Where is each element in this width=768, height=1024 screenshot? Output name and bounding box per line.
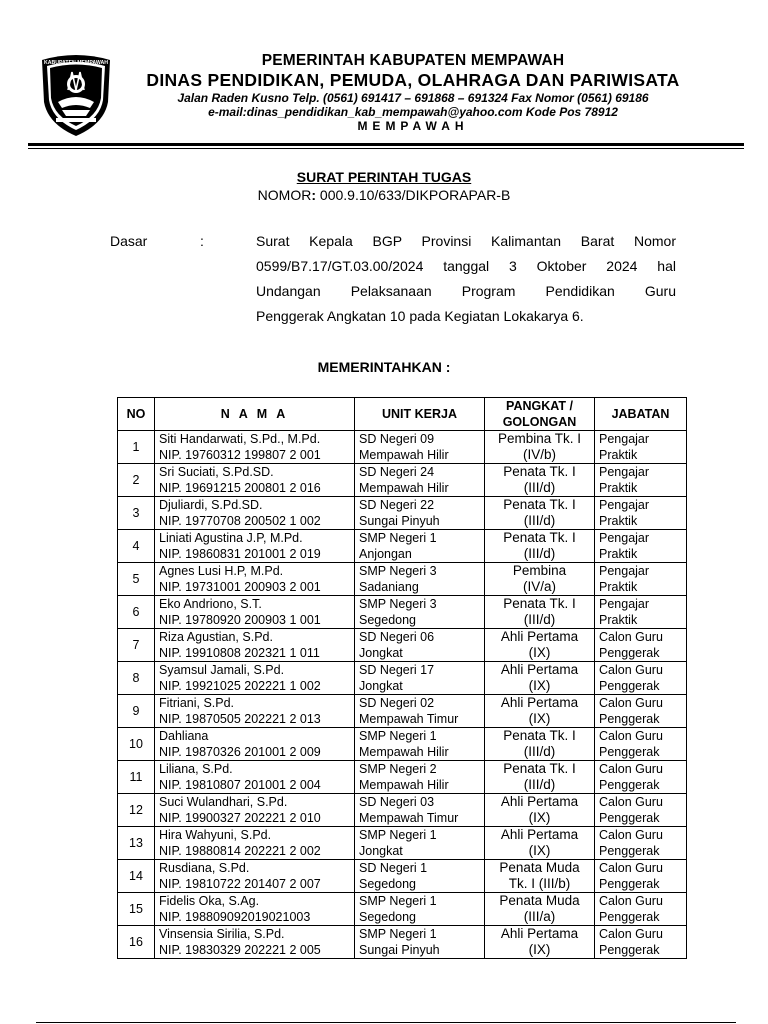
cell-unit-kerja (355, 926, 485, 959)
pangkat-line: Penata Tk. I (503, 497, 576, 512)
cell-no: 12 (118, 794, 155, 827)
unit-kerja-line: SMP Negeri 3 (359, 564, 437, 578)
cell-nama (155, 596, 355, 629)
golongan-line: Tk. I (III/b) (508, 876, 571, 891)
cell-nama (155, 662, 355, 695)
unit-kerja-line: SMP Negeri 1 (359, 828, 437, 842)
employee-name: Djuliardi, S.Pd.SD. (159, 498, 263, 512)
jabatan-line: Praktik (599, 448, 638, 462)
cell-pangkat-golongan (485, 695, 595, 728)
unit-kerja-line: Segedong (359, 613, 417, 627)
cell-no: 2 (118, 464, 155, 497)
table-row (118, 629, 687, 662)
jabatan-line: Pengajar (599, 432, 650, 446)
unit-kerja-line: SD Negeri 17 (359, 663, 435, 677)
jabatan-line: Penggerak (599, 943, 660, 957)
cell-jabatan (595, 695, 687, 728)
header-nama: N A M A (155, 398, 355, 431)
letterhead-address: Jalan Raden Kusno Telp. (0561) 691417 – 691868 – 691324 Fax Nomor (0561) 69186 (177, 91, 649, 105)
cell-no: 3 (118, 497, 155, 530)
cell-no: 13 (118, 827, 155, 860)
jabatan-line: Calon Guru (599, 894, 663, 908)
letterhead-email: e-mail:dinas_pendidikan_kab_mempawah@yahoo.com Kode Pos 78912 (208, 105, 618, 119)
unit-kerja-line: Mempawah Hilir (359, 448, 449, 462)
nomor-colon: : (311, 187, 317, 203)
cell-jabatan (595, 893, 687, 926)
golongan-line: (IV/a) (522, 579, 556, 594)
cell-no: 7 (118, 629, 155, 662)
employee-name: Agnes Lusi H.P, M.Pd. (159, 564, 284, 578)
jabatan-line: Penggerak (599, 712, 660, 726)
unit-kerja-line: SMP Negeri 1 (359, 927, 437, 941)
header-unit-kerja: UNIT KERJA (355, 398, 485, 431)
jabatan-line: Penggerak (599, 778, 660, 792)
jabatan-line: Penggerak (599, 910, 660, 924)
golongan-line: (III/a) (523, 909, 556, 924)
jabatan-line: Pengajar (599, 597, 650, 611)
pangkat-line: Penata Tk. I (503, 530, 576, 545)
pangkat-line: Penata Tk. I (503, 728, 576, 743)
employee-name: Hira Wahyuni, S.Pd. (159, 828, 272, 842)
employee-name: Suci Wulandhari, S.Pd. (159, 795, 288, 809)
cell-nama (155, 860, 355, 893)
cell-nama (155, 629, 355, 662)
table-row (118, 926, 687, 959)
jabatan-line: Pengajar (599, 531, 650, 545)
jabatan-line: Calon Guru (599, 762, 663, 776)
cell-nama (155, 464, 355, 497)
golongan-line: (IX) (528, 678, 551, 693)
jabatan-line: Praktik (599, 547, 638, 561)
cell-nama (155, 695, 355, 728)
golongan-line: (III/d) (523, 777, 556, 792)
pangkat-line: Penata Muda (499, 893, 580, 908)
unit-kerja-line: SD Negeri 1 (359, 861, 428, 875)
table-row (118, 695, 687, 728)
header-no: NO (118, 398, 155, 431)
letterhead-government: PEMERINTAH KABUPATEN MEMPAWAH (261, 52, 565, 69)
cell-no: 4 (118, 530, 155, 563)
document-title: SURAT PERINTAH TUGAS (296, 169, 472, 185)
golongan-line: (IX) (528, 843, 551, 858)
unit-kerja-line: Sungai Pinyuh (359, 514, 440, 528)
footer-rule (36, 1022, 736, 1023)
cell-jabatan (595, 464, 687, 497)
cell-pangkat-golongan (485, 827, 595, 860)
table-row (118, 464, 687, 497)
cell-unit-kerja (355, 761, 485, 794)
unit-kerja-line: SD Negeri 24 (359, 465, 435, 479)
golongan-line: (IX) (528, 810, 551, 825)
nomor-label: NOMOR (257, 187, 312, 203)
letterhead-divider-thick (28, 143, 744, 146)
table-row (118, 728, 687, 761)
golongan-line: (III/d) (523, 612, 556, 627)
jabatan-line: Penggerak (599, 646, 660, 660)
cell-jabatan (595, 794, 687, 827)
golongan-line: (IX) (528, 711, 551, 726)
pangkat-line: Penata Tk. I (503, 761, 576, 776)
jabatan-line: Penggerak (599, 877, 660, 891)
employee-nip: NIP. 19900327 202221 2 010 (159, 811, 321, 825)
cell-nama (155, 761, 355, 794)
cell-pangkat-golongan (485, 431, 595, 464)
pangkat-line: Ahli Pertama (500, 662, 579, 677)
table-row (118, 662, 687, 695)
jabatan-line: Praktik (599, 580, 638, 594)
letterhead-city: MEMPAWAH (357, 119, 469, 133)
memerintahkan-heading: MEMERINTAHKAN : (317, 359, 451, 375)
pangkat-line: Ahli Pertama (500, 695, 579, 710)
unit-kerja-line: SMP Negeri 3 (359, 597, 437, 611)
dasar-line: Penggerak Angkatan 10 pada Kegiatan Lokakarya 6. (256, 308, 584, 324)
table-row (118, 827, 687, 860)
unit-kerja-line: Jongkat (359, 646, 403, 660)
header-jabatan: JABATAN (595, 398, 687, 431)
cell-pangkat-golongan (485, 728, 595, 761)
cell-nama (155, 893, 355, 926)
cell-jabatan (595, 662, 687, 695)
jabatan-line: Praktik (599, 481, 638, 495)
cell-no: 5 (118, 563, 155, 596)
employee-name: Sri Suciati, S.Pd.SD. (159, 465, 274, 479)
header-pangkat: PANGKAT / (506, 399, 573, 413)
unit-kerja-line: SD Negeri 22 (359, 498, 435, 512)
unit-kerja-line: Sungai Pinyuh (359, 943, 440, 957)
pangkat-line: Ahli Pertama (500, 794, 579, 809)
cell-unit-kerja (355, 431, 485, 464)
cell-pangkat-golongan (485, 860, 595, 893)
cell-unit-kerja (355, 728, 485, 761)
pangkat-line: Penata Tk. I (503, 596, 576, 611)
golongan-line: (IX) (528, 645, 551, 660)
table-row (118, 497, 687, 530)
svg-text:KABUPATEN MEMPAWAH: KABUPATEN MEMPAWAH (44, 60, 108, 66)
employee-nip: NIP. 19731001 200903 2 001 (159, 580, 321, 594)
jabatan-line: Penggerak (599, 811, 660, 825)
employee-name: Riza Agustian, S.Pd. (159, 630, 273, 644)
cell-no: 9 (118, 695, 155, 728)
jabatan-line: Penggerak (599, 679, 660, 693)
unit-kerja-line: Sadaniang (359, 580, 419, 594)
unit-kerja-line: SMP Negeri 1 (359, 894, 437, 908)
cell-pangkat-golongan (485, 530, 595, 563)
unit-kerja-line: SMP Negeri 1 (359, 729, 437, 743)
employee-nip: NIP. 198809092019021003 (159, 910, 311, 924)
employee-nip: NIP. 19810807 201001 2 004 (159, 778, 321, 792)
pangkat-line: Penata Muda (499, 860, 580, 875)
employee-nip: NIP. 19780920 200903 1 001 (159, 613, 321, 627)
dasar-label: Dasar (110, 233, 148, 249)
cell-pangkat-golongan (485, 926, 595, 959)
cell-jabatan (595, 761, 687, 794)
pangkat-line: Pembina Tk. I (497, 431, 582, 446)
table-row (118, 794, 687, 827)
cell-nama (155, 926, 355, 959)
dasar-line: Surat Kepala BGP Provinsi Kalimantan Barat Nomor (256, 233, 676, 249)
cell-nama (155, 497, 355, 530)
jabatan-line: Pengajar (599, 465, 650, 479)
cell-pangkat-golongan (485, 893, 595, 926)
cell-unit-kerja (355, 662, 485, 695)
golongan-line: (III/d) (523, 513, 556, 528)
table-header-row (118, 398, 687, 431)
cell-nama (155, 431, 355, 464)
jabatan-line: Calon Guru (599, 729, 663, 743)
header-pangkat-golongan (485, 398, 595, 431)
employee-name: Vinsensia Sirilia, S.Pd. (159, 927, 285, 941)
table-row (118, 530, 687, 563)
cell-jabatan (595, 530, 687, 563)
unit-kerja-line: SD Negeri 02 (359, 696, 435, 710)
cell-pangkat-golongan (485, 794, 595, 827)
employee-name: Fidelis Oka, S.Ag. (159, 894, 260, 908)
jabatan-line: Penggerak (599, 745, 660, 759)
jabatan-line: Calon Guru (599, 828, 663, 842)
jabatan-line: Calon Guru (599, 696, 663, 710)
cell-nama (155, 794, 355, 827)
golongan-line: (III/d) (523, 480, 556, 495)
unit-kerja-line: SD Negeri 09 (359, 432, 435, 446)
golongan-line: (III/d) (523, 546, 556, 561)
jabatan-line: Pengajar (599, 564, 650, 578)
cell-unit-kerja (355, 497, 485, 530)
cell-unit-kerja (355, 563, 485, 596)
cell-jabatan (595, 629, 687, 662)
unit-kerja-line: Mempawah Hilir (359, 481, 449, 495)
table-row (118, 893, 687, 926)
document-number (0, 187, 768, 204)
cell-nama (155, 530, 355, 563)
cell-unit-kerja (355, 530, 485, 563)
table-row (118, 761, 687, 794)
dasar-line: Undangan Pelaksanaan Program Pendidikan Guru (256, 283, 676, 299)
cell-pangkat-golongan (485, 629, 595, 662)
cell-unit-kerja (355, 629, 485, 662)
employee-name: Liniati Agustina J.P, M.Pd. (159, 531, 303, 545)
cell-unit-kerja (355, 827, 485, 860)
table-body (118, 431, 687, 959)
cell-unit-kerja (355, 464, 485, 497)
unit-kerja-line: SMP Negeri 2 (359, 762, 437, 776)
cell-jabatan (595, 497, 687, 530)
cell-no: 1 (118, 431, 155, 464)
cell-no: 14 (118, 860, 155, 893)
table-row (118, 563, 687, 596)
unit-kerja-line: Mempawah Hilir (359, 778, 449, 792)
cell-jabatan (595, 728, 687, 761)
employee-nip: NIP. 19870505 202221 2 013 (159, 712, 321, 726)
table-row (118, 860, 687, 893)
jabatan-line: Calon Guru (599, 630, 663, 644)
unit-kerja-line: Jongkat (359, 844, 403, 858)
table-row (118, 431, 687, 464)
jabatan-line: Penggerak (599, 844, 660, 858)
cell-unit-kerja (355, 695, 485, 728)
letterhead-agency: DINAS PENDIDIKAN, PEMUDA, OLAHRAGA DAN PARIWISATA (146, 70, 680, 90)
letterhead-divider-thin (28, 148, 744, 149)
cell-pangkat-golongan (485, 761, 595, 794)
cell-pangkat-golongan (485, 563, 595, 596)
unit-kerja-line: Jongkat (359, 679, 403, 693)
dasar-colon: : (200, 233, 204, 249)
cell-no: 15 (118, 893, 155, 926)
jabatan-line: Praktik (599, 613, 638, 627)
pangkat-line: Penata Tk. I (503, 464, 576, 479)
employee-nip: NIP. 19860831 201001 2 019 (159, 547, 321, 561)
dasar-text (256, 229, 676, 329)
employee-nip: NIP. 19810722 201407 2 007 (159, 877, 321, 891)
employee-nip: NIP. 19830329 202221 2 005 (159, 943, 321, 957)
cell-pangkat-golongan (485, 596, 595, 629)
unit-kerja-line: Anjongan (359, 547, 412, 561)
cell-nama (155, 827, 355, 860)
employee-nip: NIP. 19910808 202321 1 011 (159, 646, 320, 660)
unit-kerja-line: SD Negeri 06 (359, 630, 435, 644)
employee-name: Fitriani, S.Pd. (159, 696, 235, 710)
employee-name: Siti Handarwati, S.Pd., M.Pd. (159, 432, 321, 446)
golongan-line: (III/d) (523, 744, 556, 759)
cell-no: 10 (118, 728, 155, 761)
employee-name: Syamsul Jamali, S.Pd. (159, 663, 285, 677)
employee-nip: NIP. 19691215 200801 2 016 (159, 481, 321, 495)
cell-pangkat-golongan (485, 662, 595, 695)
cell-unit-kerja (355, 860, 485, 893)
cell-unit-kerja (355, 893, 485, 926)
jabatan-line: Calon Guru (599, 795, 663, 809)
jabatan-line: Calon Guru (599, 861, 663, 875)
cell-jabatan (595, 926, 687, 959)
cell-no: 16 (118, 926, 155, 959)
assignment-table (117, 397, 687, 959)
employee-nip: NIP. 19921025 202221 1 002 (159, 679, 321, 693)
jabatan-line: Praktik (599, 514, 638, 528)
cell-unit-kerja (355, 794, 485, 827)
unit-kerja-line: Mempawah Hilir (359, 745, 449, 759)
cell-nama (155, 728, 355, 761)
cell-jabatan (595, 563, 687, 596)
cell-no: 6 (118, 596, 155, 629)
employee-nip: NIP. 19880814 202221 2 002 (159, 844, 321, 858)
cell-jabatan (595, 596, 687, 629)
employee-nip: NIP. 19770708 200502 1 002 (159, 514, 321, 528)
employee-name: Dahliana (159, 729, 209, 743)
employee-nip: NIP. 19760312 199807 2 001 (159, 448, 321, 462)
nomor-value: 000.9.10/633/DIKPORAPAR-B (316, 187, 511, 203)
pangkat-line: Ahli Pertama (500, 629, 579, 644)
cell-no: 11 (118, 761, 155, 794)
unit-kerja-line: SMP Negeri 1 (359, 531, 437, 545)
unit-kerja-line: Mempawah Timur (359, 811, 459, 825)
golongan-line: (IX) (528, 942, 551, 957)
unit-kerja-line: Segedong (359, 877, 417, 891)
employee-name: Eko Andriono, S.T. (159, 597, 262, 611)
cell-jabatan (595, 860, 687, 893)
employee-name: Rusdiana, S.Pd. (159, 861, 250, 875)
cell-nama (155, 563, 355, 596)
cell-jabatan (595, 431, 687, 464)
cell-unit-kerja (355, 596, 485, 629)
unit-kerja-line: Segedong (359, 910, 417, 924)
unit-kerja-line: SD Negeri 03 (359, 795, 435, 809)
cell-pangkat-golongan (485, 497, 595, 530)
pangkat-line: Ahli Pertama (500, 827, 579, 842)
kabupaten-mempawah-emblem (38, 50, 114, 138)
golongan-line: (IV/b) (522, 447, 556, 462)
pangkat-line: Ahli Pertama (500, 926, 579, 941)
employee-nip: NIP. 19870326 201001 2 009 (159, 745, 321, 759)
cell-no: 8 (118, 662, 155, 695)
header-golongan: GOLONGAN (502, 415, 577, 429)
jabatan-line: Pengajar (599, 498, 650, 512)
letterhead (120, 52, 706, 133)
table-row (118, 596, 687, 629)
dasar-line: 0599/B7.17/GT.03.00/2024 tanggal 3 Oktober 2024 hal (256, 258, 676, 274)
pangkat-line: Pembina (512, 563, 567, 578)
jabatan-line: Calon Guru (599, 663, 663, 677)
cell-pangkat-golongan (485, 464, 595, 497)
cell-jabatan (595, 827, 687, 860)
jabatan-line: Calon Guru (599, 927, 663, 941)
unit-kerja-line: Mempawah Timur (359, 712, 459, 726)
employee-name: Liliana, S.Pd. (159, 762, 233, 776)
